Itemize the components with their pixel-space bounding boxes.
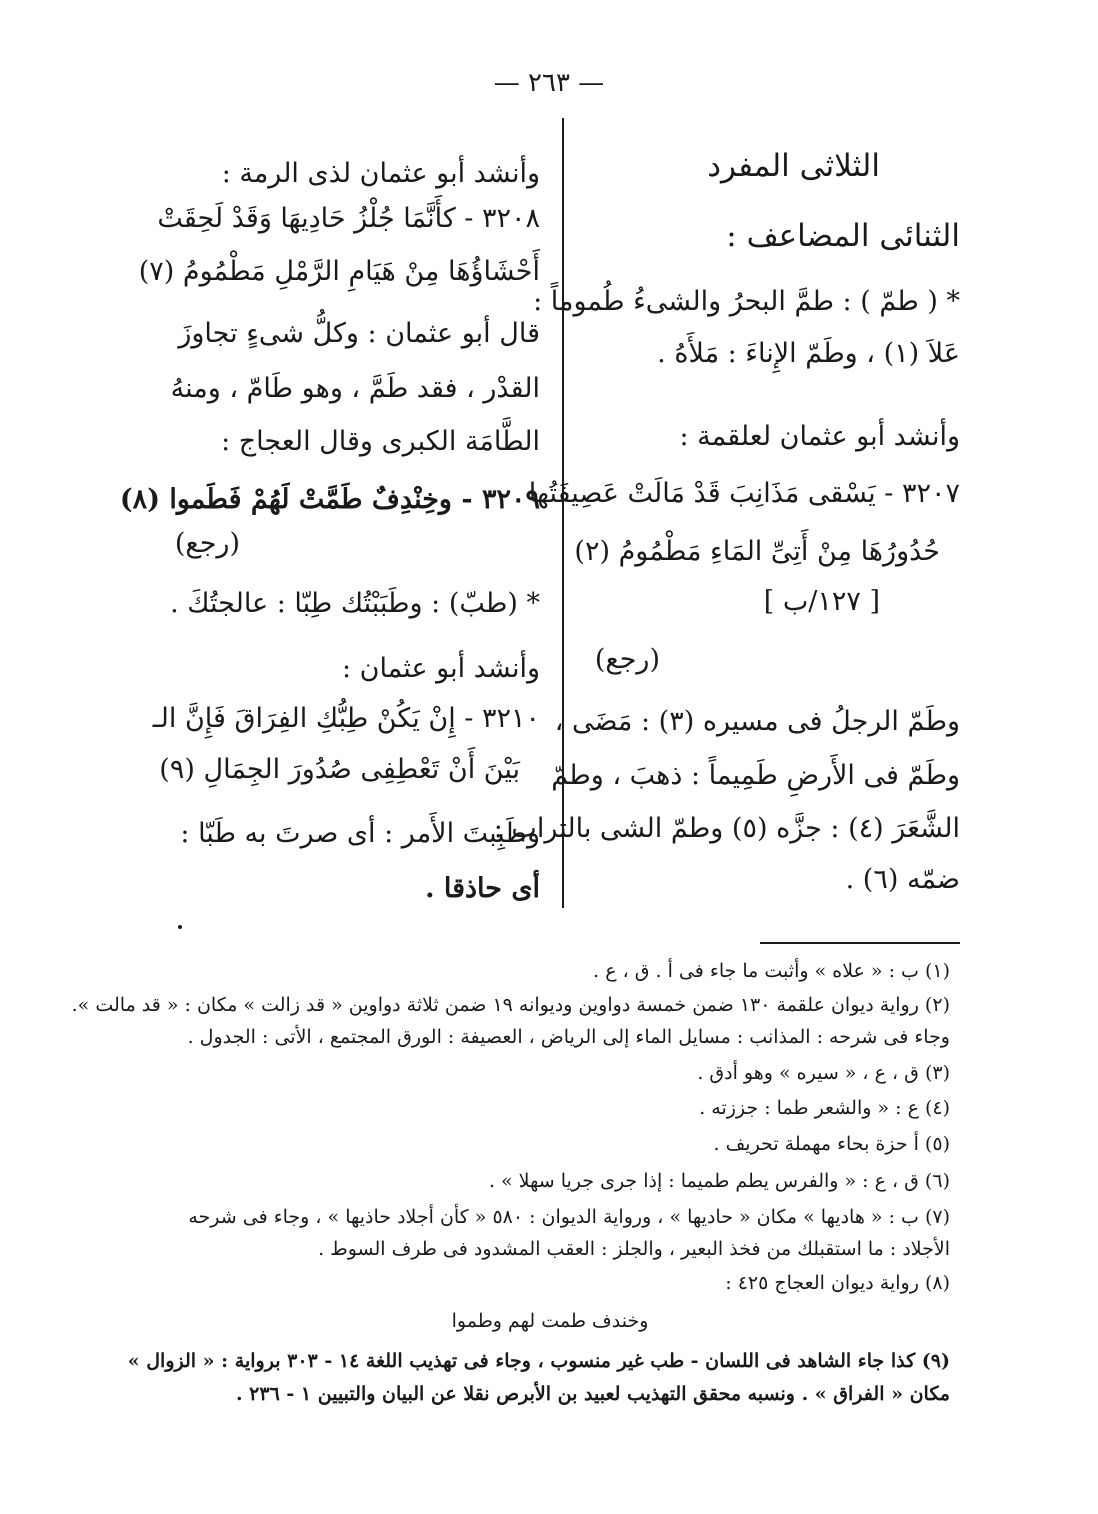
footnote: (٨) رواية ديوان العجاج ٤٢٥ : bbox=[725, 1272, 950, 1294]
verse-line: ٣٢١٠ - إِنْ يَكُنْ طِبُّكِ الفِرَاقَ فَإِنَّ الـ bbox=[152, 703, 540, 734]
footnote: (١) ب : « علاه » وأثبت ما جاء فى أ . ق ، ع . bbox=[593, 960, 950, 982]
folio-marker: [ ١٢٧/ب ] bbox=[763, 586, 880, 617]
text-line: الشَّعَرَ (٤) : جزَّه (٥) وطمّ الشى بالتراب : bbox=[493, 813, 960, 844]
text-line: القدْر ، فقد طَمَّ ، وهو طَامّ ، ومنهُ bbox=[170, 373, 540, 404]
footnote: (٣) ق ، ع ، « سيره » وهو أدق . bbox=[697, 1062, 950, 1084]
section-title: الثلاثى المفرد bbox=[707, 148, 880, 184]
text-line: أى حاذقا . bbox=[425, 873, 540, 904]
footnote: وجاء فى شرحه : المذانب : مسايل الماء إلى الرياض ، العصيفة : الورق المجتمع ، الأتى : الجدول . bbox=[187, 1026, 950, 1048]
page-number: — ٢٦٣ — bbox=[493, 68, 605, 98]
verse-line: ٣٢٠٩ - وخِنْدِفٌ طَمَّتْ لَهُمْ فَطَموا (٨) bbox=[119, 484, 540, 515]
return-marker: (رجع) bbox=[594, 644, 660, 675]
text-line: * (طبّ) : وطَبَبْتُك طِبّا : عالجتُكَ . bbox=[170, 588, 540, 619]
stray-mark bbox=[178, 925, 182, 929]
verse-line: حُدُورُهَا مِنْ أَتِىِّ المَاءِ مَطْمُومُ (٢) bbox=[574, 536, 940, 567]
footnote: (٩) كذا جاء الشاهد فى اللسان - طب غير منسوب ، وجاء فى تهذيب اللغة ١٤ - ٣٠٣ برواية : « الزوال » bbox=[127, 1350, 950, 1372]
footnote: (٥) أ حزة بحاء مهملة تحريف . bbox=[713, 1133, 950, 1155]
verse-line: ٣٢٠٨ - كأَنَّمَا جُلْزُ حَادِيهَا وَقَدْ لَحِقَتْ bbox=[157, 203, 540, 234]
text-line: قال أبو عثمان : وكلُّ شىءٍ تجاوزَ bbox=[178, 318, 540, 349]
footnote-verse: وخندف طمت لهم وطموا bbox=[451, 1310, 649, 1332]
footnote: (٢) رواية ديوان علقمة ١٣٠ ضمن خمسة دواوين وديوانه ١٩ ضمن ثلاثة دواوين « قد زالت » مكان : « قد مالت ». bbox=[71, 994, 950, 1016]
text-line: * ( طمّ ) : طمَّ البحرُ والشىءُ طُموماً : bbox=[533, 286, 960, 317]
text-line: الطَّامَة الكبرى وقال العجاج : bbox=[221, 426, 540, 457]
footnote: (٦) ق ، ع : « والفرس يطم طميما : إذا جرى جريا سهلا » . bbox=[488, 1170, 950, 1192]
text-line: وأنشد أبو عثمان لعلقمة : bbox=[679, 421, 960, 452]
footnote: الأجلاد : ما استقبلك من فخذ البعير ، والجلز : العقب المشدود فى طرف السوط . bbox=[318, 1238, 950, 1260]
text-line: وأنشد أبو عثمان لذى الرمة : bbox=[221, 158, 540, 189]
section-subtitle: الثنائى المضاعف : bbox=[726, 218, 960, 254]
footnote: (٤) ع : « والشعر طما : جززته . bbox=[699, 1097, 950, 1119]
footnote: (٧) ب : « هاديها » مكان « حاديها » ، ورواية الديوان : ٥٨٠ « كأن أجلاد حاذيها » ، وجاء فى شرحه bbox=[188, 1206, 950, 1228]
text-line: وأنشد أبو عثمان : bbox=[341, 653, 540, 684]
text-line: وطَمّ فى الأَرضِ طَمِيماً : ذهبَ ، وطمّ bbox=[551, 760, 960, 791]
footnote: مكان « الفراق » . ونسبه محقق التهذيب لعبيد بن الأبرص نقلا عن البيان والتبيين ١ - ٢٣٦ . bbox=[235, 1383, 950, 1405]
verse-line: بَيْنَ أَنْ تَعْطِفِى صُدُورَ الجِمَالِ (٩) bbox=[159, 754, 520, 785]
text-line: وطَمّ الرجلُ فى مسيره (٣) : مَضَى ، bbox=[554, 706, 960, 737]
verse-line: أَحْشَاؤُهَا مِنْ هَيَامِ الرَّمْلِ مَطْمُومُ (٧) bbox=[138, 256, 540, 287]
verse-line: ٣٢٠٧ - يَسْقى مَذَانِبَ قَدْ مَالَتْ عَصِيفَتُها bbox=[528, 478, 960, 509]
text-line: عَلاَ (١) ، وطَمّ الإِناءَ : مَلأَهُ . bbox=[657, 338, 960, 369]
footnote-rule bbox=[760, 942, 960, 944]
text-line: وطَبِبتَ الأَمر : أى صرتَ به طَبّا : bbox=[180, 818, 540, 849]
text-line: ضمّه (٦) . bbox=[845, 864, 960, 895]
return-marker: (رجع) bbox=[174, 528, 240, 559]
